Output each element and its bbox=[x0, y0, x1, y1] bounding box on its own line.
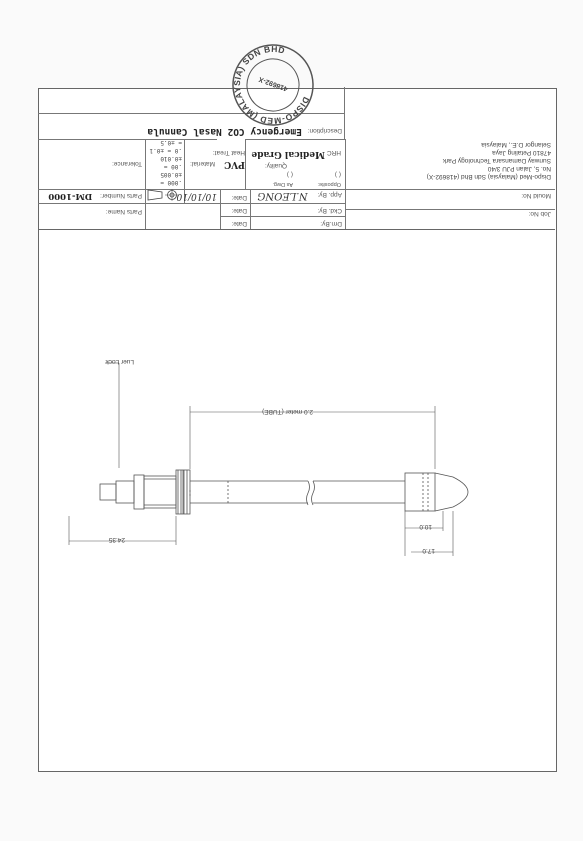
company-name: Dispo-Med (Malaysia) Sdn Bhd (418692-X) bbox=[426, 173, 551, 180]
company-address-line4: Selangor D.E., Malaysia bbox=[481, 141, 551, 148]
description-label: Description: bbox=[307, 127, 342, 134]
tolerance-label: Tolerance: bbox=[112, 160, 142, 167]
dimension-lines bbox=[69, 363, 453, 556]
opposite-bracket: ( ) bbox=[334, 171, 341, 178]
tube bbox=[190, 481, 405, 505]
luer-lock-label: Luer Lock bbox=[105, 358, 134, 365]
tolerance-line-1: .000 = ±0.005 bbox=[160, 171, 182, 186]
material-value: PVC bbox=[224, 159, 245, 169]
hrc-label: HRC bbox=[326, 149, 341, 156]
heat-treat-label: Heat Treat: bbox=[212, 149, 245, 156]
as-dwg-label: As Dwg. bbox=[272, 181, 293, 187]
as-dwg-bracket: ( ) bbox=[286, 171, 293, 178]
parts-number: DM-1000 bbox=[48, 191, 93, 201]
date-label-1: Date: bbox=[231, 220, 247, 227]
parts-number-label: Parts Number: bbox=[100, 192, 142, 199]
parts-name-label: Parts Name: bbox=[105, 208, 142, 215]
job-no-label: Job No: bbox=[528, 210, 551, 217]
company-address-line1: No. 5, Jalan PJU 3/40 bbox=[487, 165, 551, 172]
app-signature: N.LEONG bbox=[257, 190, 308, 201]
heat-treat-value: Medical Grade bbox=[251, 149, 325, 159]
opposite-label: Opposite: bbox=[317, 181, 341, 187]
app-date: 10/10/10 bbox=[176, 191, 217, 201]
app-by-label: App. By: bbox=[317, 191, 342, 198]
nasal-connector bbox=[405, 473, 468, 511]
date-label-3: Date: bbox=[231, 194, 247, 201]
tolerance-line-3: .0 = ±0.1 bbox=[149, 147, 182, 154]
company-address-line2: Sunway Damansara Technology Park bbox=[442, 157, 551, 164]
nasal-outer-dimension: 17.0 bbox=[422, 547, 435, 554]
stamp-ring-text: DISPO-MED (MALAYSIA) SDN BHD bbox=[231, 43, 312, 127]
tube-length-dimension: 2.0 meter (TUBE) bbox=[262, 408, 313, 415]
date-label-2: Date: bbox=[231, 207, 247, 214]
mould-no-label: Mould No: bbox=[521, 192, 551, 199]
quality-label: Quality: bbox=[264, 162, 287, 169]
luer-lock-connector bbox=[100, 470, 190, 514]
tolerance-line-2: .00 = ±0.010 bbox=[160, 155, 182, 170]
tolerance-line-4: = ±0.5 bbox=[160, 139, 182, 146]
stamp-number: 418692-X bbox=[258, 75, 289, 93]
material-label: Material: bbox=[190, 160, 215, 167]
company-stamp bbox=[228, 40, 318, 130]
ckd-by-label: Ckd. By: bbox=[317, 207, 342, 214]
nasal-inner-dimension: 10.0 bbox=[419, 523, 432, 530]
description-value: Emergency CO2 Nasal Cannula bbox=[147, 126, 302, 137]
luer-length-dimension: 24.35 bbox=[108, 536, 125, 543]
drn-by-label: Drn.By: bbox=[320, 220, 342, 227]
company-address-line3: 47810 Petaling Jaya bbox=[492, 149, 551, 156]
